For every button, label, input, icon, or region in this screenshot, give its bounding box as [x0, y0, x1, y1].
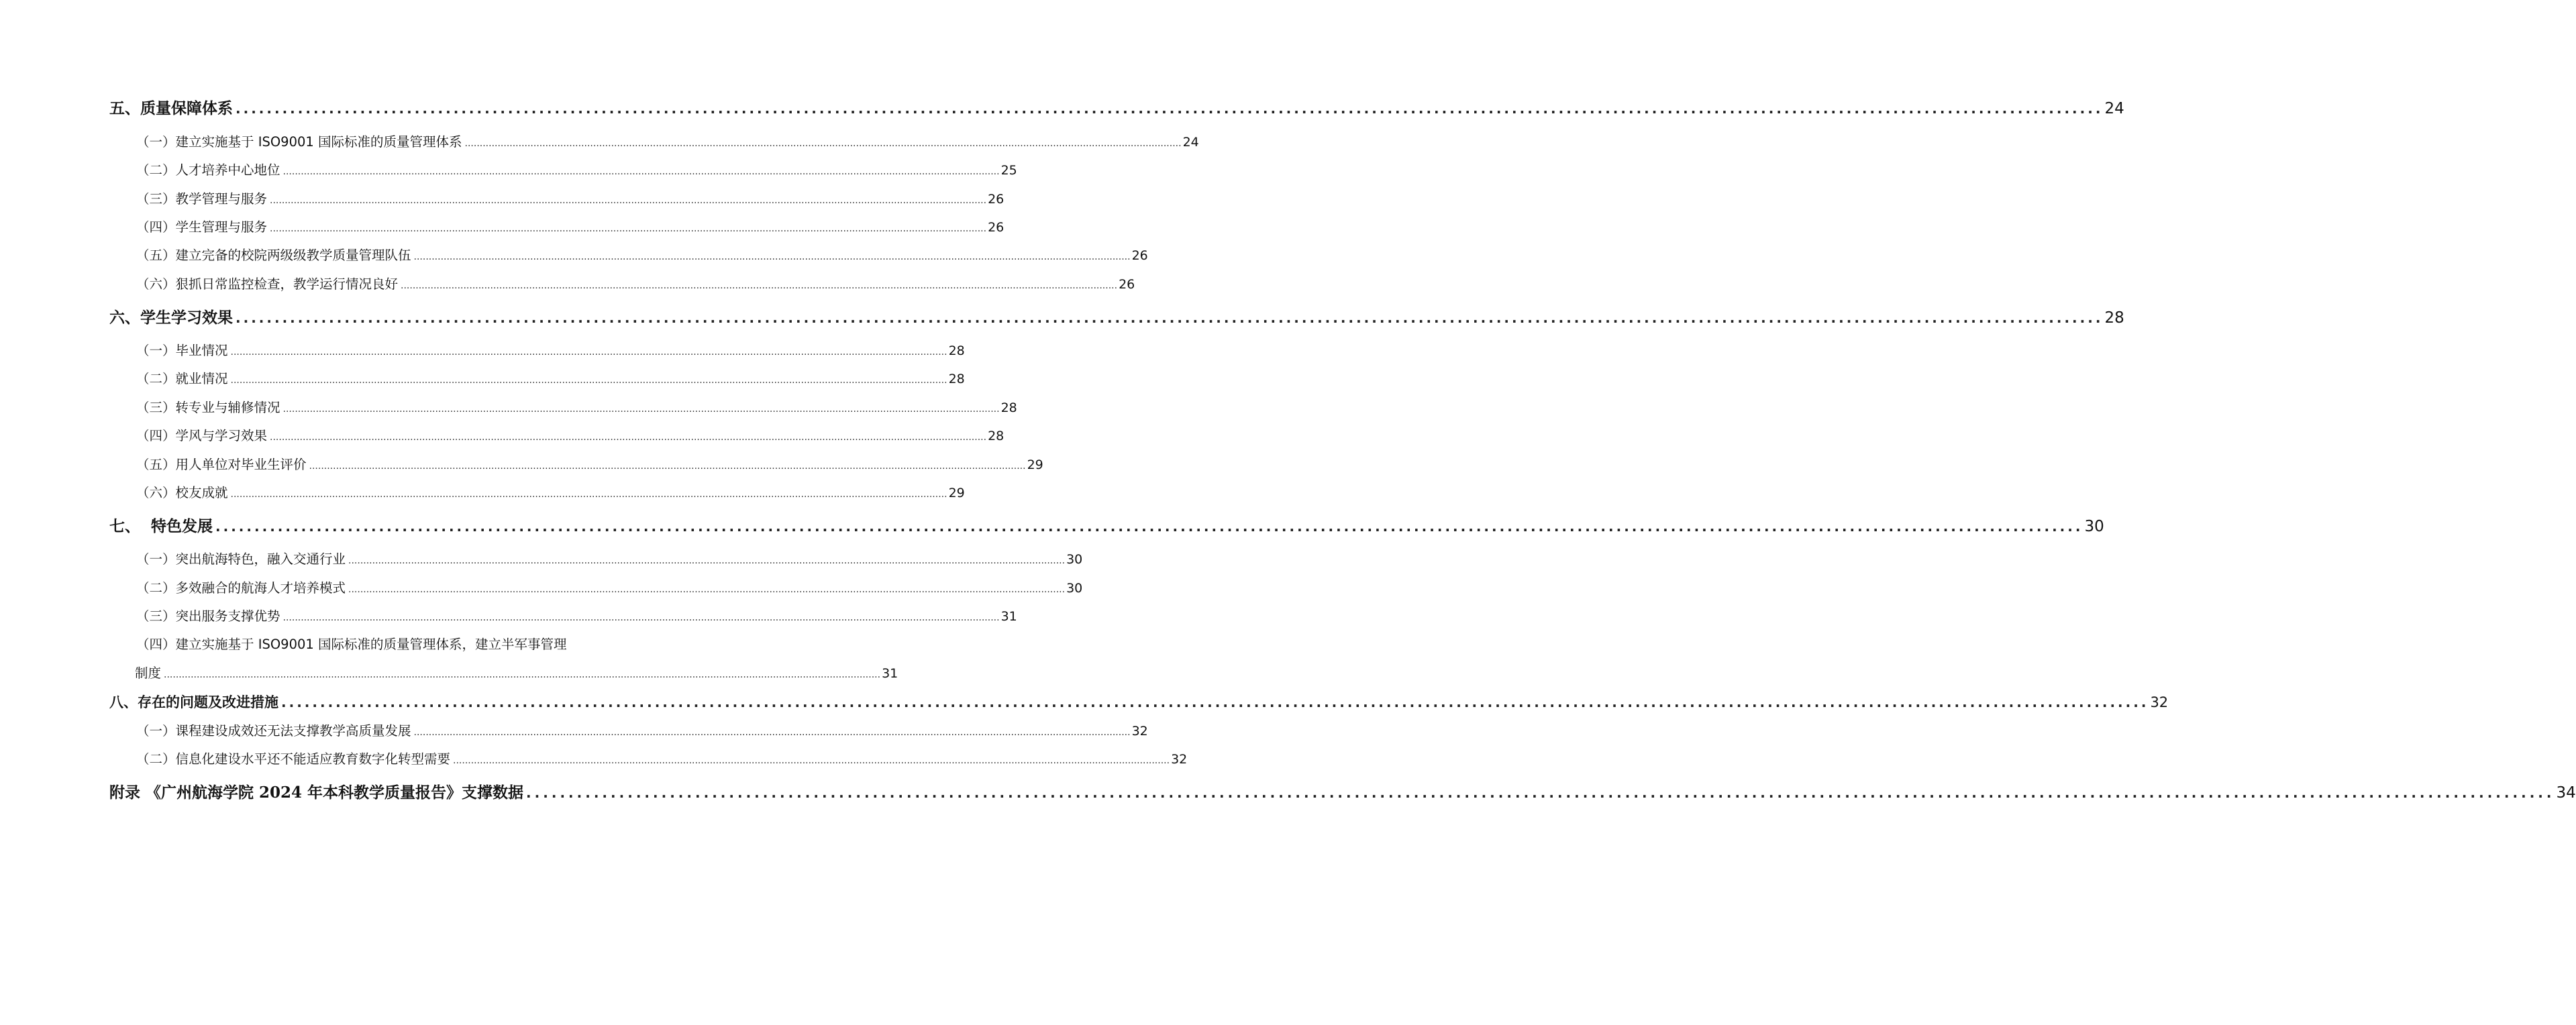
toc-section-title: （六）狠抓日常监控检查，教学运行情况良好	[136, 276, 399, 292]
toc-page-number: 34	[2556, 784, 2576, 802]
toc-page-number: 32	[1171, 752, 1188, 767]
toc-section[interactable]	[136, 606, 1017, 625]
toc-leader-dots: ................................................................................................................................................................................................................................................	[270, 223, 987, 234]
toc-page-number: 30	[1066, 581, 1083, 596]
toc-page-number: 32	[1131, 724, 1148, 739]
toc-section-title: （二）多效融合的航海人才培养模式	[136, 580, 346, 596]
toc-section[interactable]	[136, 454, 1043, 473]
toc-page-number: 26	[988, 220, 1004, 235]
toc-page-number: 26	[988, 192, 1004, 207]
toc-leader-dots: ................................................................................................................................................................................................................................................	[413, 727, 1131, 738]
toc-section[interactable]	[136, 274, 1135, 292]
toc-leader-dots: ................................................................................................................................................................................................................................................	[270, 195, 987, 206]
toc-page-number: 30	[1066, 552, 1083, 567]
toc-section-title: （二）信息化建设水平还不能适应教育数字化转型需要	[136, 751, 451, 767]
toc-section[interactable]	[136, 425, 1004, 444]
toc-chapter-5[interactable]	[109, 96, 2124, 118]
toc-leader-dots: ................................................................................................................................................................................................................................................	[281, 694, 2149, 710]
toc-section[interactable]	[136, 217, 1004, 235]
toc-leader-dots: ................................................................................................................................................................................................................................................	[230, 375, 947, 386]
toc-leader-dots: ................................................................................................................................................................................................................................................	[215, 519, 2083, 535]
toc-chapter-title: 五、质量保障体系	[109, 100, 233, 117]
toc-page-number: 32	[2150, 694, 2169, 710]
toc-section-title: （六）校友成就	[136, 485, 228, 500]
toc-page-number: 31	[1000, 609, 1017, 624]
toc-section[interactable]	[136, 397, 1017, 416]
toc-section-title: （三）教学管理与服务	[136, 191, 268, 207]
toc-page-number: 25	[1000, 163, 1017, 178]
toc-appendix-title: 附录 《广州航海学院 2024 年本科教学质量报告》支撑数据	[109, 784, 524, 802]
toc-section[interactable]	[136, 340, 965, 359]
toc-leader-dots: ................................................................................................................................................................................................................................................	[270, 432, 987, 443]
toc-section-wrapped-line2[interactable]	[135, 663, 898, 682]
toc-page-number: 24	[2104, 100, 2124, 117]
toc-section[interactable]	[136, 578, 1083, 596]
toc-chapter-8[interactable]	[109, 692, 2169, 712]
toc-leader-dots: ................................................................................................................................................................................................................................................	[526, 785, 2555, 801]
toc-page-number: 26	[1119, 277, 1135, 292]
toc-section-wrapped-line1[interactable]	[136, 634, 615, 653]
toc-section-title: （二）人才培养中心地位	[136, 162, 280, 178]
toc-page-number: 30	[2084, 518, 2104, 535]
toc-chapter-6[interactable]	[109, 305, 2124, 327]
toc-leader-dots: ................................................................................................................................................................................................................................................	[401, 280, 1118, 291]
toc-leader-dots: ................................................................................................................................................................................................................................................	[282, 404, 1000, 415]
toc-section-title: （一）建立实施基于 ISO9001 国际标准的质量管理体系	[136, 134, 462, 150]
toc-leader-dots: ................................................................................................................................................................................................................................................	[236, 101, 2104, 117]
toc-section-title: （四）学风与学习效果	[136, 428, 268, 443]
toc-section-title-continued: 制度	[135, 665, 162, 681]
toc-leader-dots: ................................................................................................................................................................................................................................................	[348, 584, 1066, 595]
toc-section[interactable]	[136, 368, 965, 387]
toc-leader-dots: ................................................................................................................................................................................................................................................	[282, 166, 1000, 177]
toc-section[interactable]	[136, 160, 1017, 178]
toc-section[interactable]	[136, 749, 1188, 767]
toc-page-number: 28	[988, 429, 1004, 443]
toc-section-title: （四）建立实施基于 ISO9001 国际标准的质量管理体系，建立半军事管理	[136, 637, 567, 652]
toc-page-number: 31	[882, 666, 898, 681]
toc-page-number: 26	[1131, 248, 1148, 263]
toc-section-title: （一）毕业情况	[136, 343, 228, 358]
toc-section-title: （一）课程建设成效还无法支撑教学高质量发展	[136, 723, 411, 739]
toc-leader-dots: ................................................................................................................................................................................................................................................	[413, 252, 1131, 262]
toc-page-number: 28	[2104, 309, 2124, 327]
toc-chapter-title: 八、存在的问题及改进措施	[109, 694, 278, 710]
toc-section-title: （五）建立完备的校院两级级教学质量管理队伍	[136, 248, 411, 263]
toc-page-number: 29	[1027, 457, 1043, 472]
toc-leader-dots: ................................................................................................................................................................................................................................................	[236, 310, 2104, 326]
toc-chapter-7[interactable]	[109, 514, 2104, 536]
toc-appendix[interactable]	[109, 780, 2576, 802]
toc-leader-dots: ................................................................................................................................................................................................................................................	[230, 347, 947, 358]
toc-section[interactable]	[136, 131, 1199, 150]
toc-leader-dots: ................................................................................................................................................................................................................................................	[453, 755, 1170, 766]
toc-leader-dots: ................................................................................................................................................................................................................................................	[164, 669, 881, 680]
toc-section-title: （三）突出服务支撑优势	[136, 608, 280, 624]
toc-section-title: （二）就业情况	[136, 371, 228, 386]
toc-leader-dots: ................................................................................................................................................................................................................................................	[309, 461, 1026, 472]
toc-section[interactable]	[136, 188, 1004, 207]
toc-page-number: 28	[1000, 400, 1017, 415]
toc-section[interactable]	[136, 245, 1148, 264]
toc-chapter-title: 六、学生学习效果	[109, 309, 233, 327]
toc-page-number: 24	[1182, 135, 1199, 150]
toc-section-title: （四）学生管理与服务	[136, 219, 268, 235]
toc-leader-dots: ................................................................................................................................................................................................................................................	[282, 612, 1000, 623]
toc-page-number: 29	[948, 486, 965, 500]
toc-page-number: 28	[948, 343, 965, 358]
toc-leader-dots: ................................................................................................................................................................................................................................................	[230, 489, 947, 500]
toc-section[interactable]	[136, 549, 1083, 568]
toc-page-number: 28	[948, 372, 965, 386]
toc-chapter-title: 七、 特色发展	[109, 518, 213, 535]
toc-section-title: （五）用人单位对毕业生评价	[136, 457, 307, 472]
toc-leader-dots: ................................................................................................................................................................................................................................................	[464, 138, 1182, 149]
toc-section[interactable]	[136, 482, 965, 501]
toc-section[interactable]	[136, 720, 1148, 739]
toc-section-title: （三）转专业与辅修情况	[136, 400, 280, 415]
toc-leader-dots: ................................................................................................................................................................................................................................................	[348, 555, 1066, 566]
toc-section-title: （一）突出航海特色，融入交通行业	[136, 551, 346, 567]
